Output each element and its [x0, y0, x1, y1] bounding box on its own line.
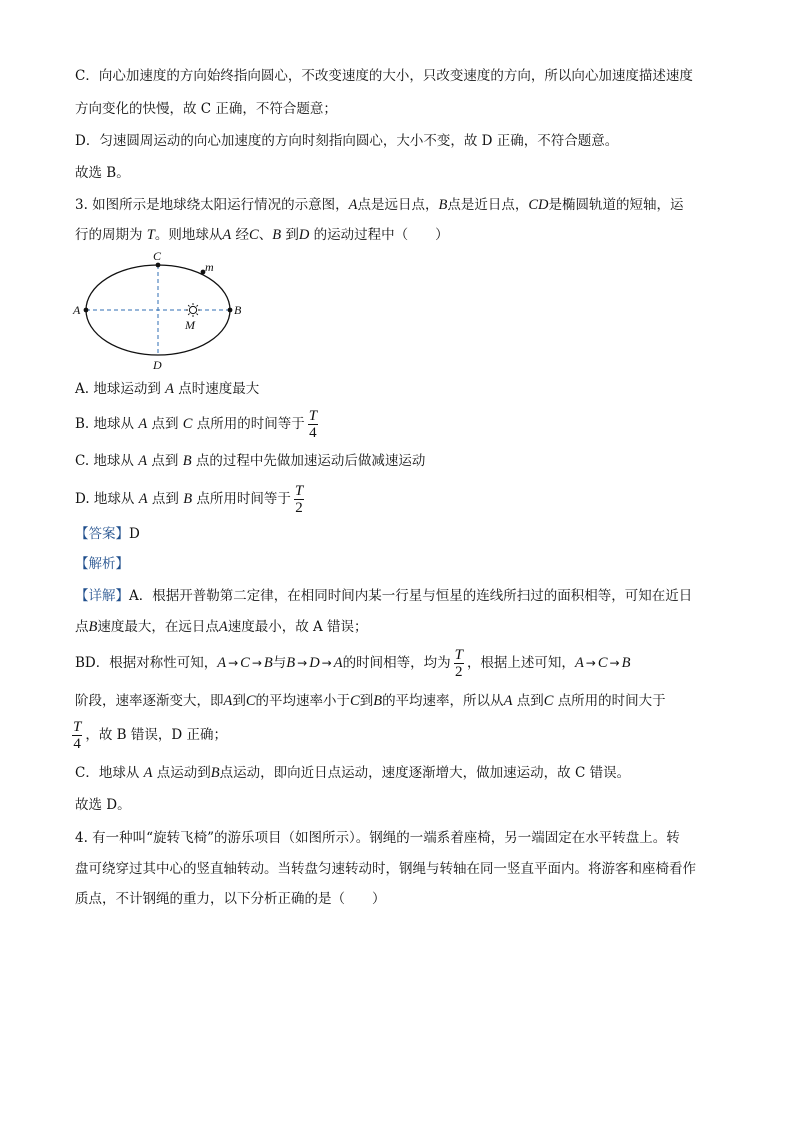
para-d-line: D．匀速圆周运动的向心加速度的方向时刻指向圆心，大小不变，故 D 正确，不符合题意。 [75, 133, 619, 149]
orbit-diagram [66, 248, 256, 374]
para-c-line1: C．向心加速度的方向始终指向圆心，不改变速度的大小，只改变速度的方向，所以向心加速度描述速度 [75, 68, 693, 84]
q3-line2: 行的周期为 T。则地球从A 经C、B 到D 的运动过程中（ ） [75, 227, 449, 243]
detail-line7: 故选 D。 [75, 797, 131, 813]
answer-value: D [129, 526, 140, 542]
q4-line1: 4. 有一种叫“旋转飞椅”的游乐项目（如图所示）。钢绳的一端系着座椅，另一端固定在水平转盘上。转 [75, 830, 680, 846]
point-a [84, 308, 89, 313]
q3-option-d: D. 地球从 A 点到 B 点所用时间等于 $\frac{T}{2}$ [75, 483, 304, 516]
label-d: D [153, 358, 162, 372]
sun-icon [186, 303, 200, 317]
detail-line1: 【详解】A．根据开普勒第二定律，在相同时间内某一行星与恒星的连线所扫过的面积相等，可知在近日 [75, 588, 693, 604]
q3-line1: 3. 如图所示是地球绕太阳运行情况的示意图，A点是远日点，B点是近日点，CD是椭圆轨道的短轴，运 [75, 197, 684, 213]
label-a: A [73, 303, 81, 317]
label-m: m [205, 260, 214, 274]
detail-line4: 阶段，速率逐渐变大，即A到C的平均速率小于C到B的平均速率，所以从A 点到C 点所用的时间大于 [75, 693, 666, 709]
q4-line2: 盘可绕穿过其中心的竖直轴转动。当转盘匀速转动时，钢绳与转轴在同一竖直平面内。将游客和座椅看作 [75, 861, 696, 877]
detail-line2: 点B速度最大，在远日点A速度最小，故 A 错误； [75, 619, 368, 635]
q4-line3: 质点，不计钢绳的重力，以下分析正确的是（ ） [75, 891, 386, 907]
point-c [156, 263, 161, 268]
label-sun-m: M [185, 318, 195, 332]
q3-option-a: A. 地球运动到 A 点时速度最大 [75, 381, 260, 397]
q3-option-b: B. 地球从 A 点到 C 点所用的时间等于 $\frac{T}{4}$ [75, 408, 318, 441]
detail-line6: C．地球从 A 点运动到B点运动，即向近日点运动，速度逐渐增大，做加速运动，故 C 错误。 [75, 765, 631, 781]
detail-line5: $\frac{T}{4}$ ，故 B 错误，D 正确； [73, 719, 227, 752]
label-c: C [153, 249, 162, 263]
choose-b-line: 故选 B。 [75, 165, 130, 181]
q3-option-c: C. 地球从 A 点到 B 点的过程中先做加速运动后做减速运动 [75, 453, 426, 469]
para-c-line2: 方向变化的快慢，故 C 正确，不符合题意； [75, 101, 337, 117]
detail-line3: BD．根据对称性可知，A → C → B与B → D → A的时间相等，均为 $\frac{T}{2}$ ，根据上述可知，A → C → B [75, 647, 631, 680]
point-b [228, 308, 233, 313]
analysis-tag: 【解析】 [75, 556, 129, 572]
answer-tag: 【答案】 [75, 526, 129, 542]
label-b: B [234, 303, 242, 317]
answer-line [75, 525, 140, 543]
